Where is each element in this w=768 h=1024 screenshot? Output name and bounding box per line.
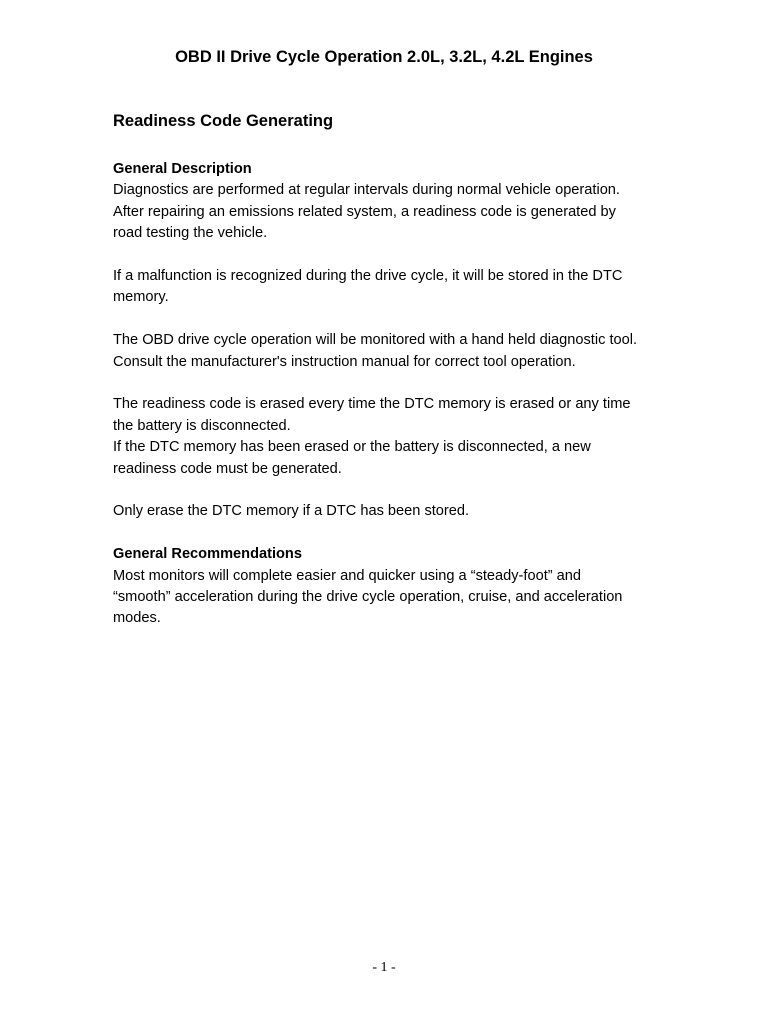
text-line: Most monitors will complete easier and quicker using a “steady-foot” and — [113, 567, 582, 584]
recommendations-paragraph-1 — [113, 566, 673, 630]
description-paragraph-3 — [113, 330, 673, 373]
text-line: road testing the vehicle. — [113, 225, 268, 242]
description-paragraph-4 — [113, 394, 673, 480]
description-paragraph-5 — [113, 501, 673, 522]
general-recommendations-heading: General Recommendations — [113, 546, 302, 563]
text-line: If a malfunction is recognized during the drive cycle, it will be stored in the DTC — [113, 268, 623, 285]
description-paragraph-1 — [113, 180, 673, 244]
document-title: OBD II Drive Cycle Operation 2.0L, 3.2L, 4.2L Engines — [175, 48, 593, 66]
text-line: Consult the manufacturer's instruction manual for correct tool operation. — [113, 353, 576, 370]
text-line: Only erase the DTC memory if a DTC has been stored. — [113, 503, 470, 520]
text-line: Diagnostics are performed at regular intervals during normal vehicle operation. — [113, 182, 620, 199]
text-line: the battery is disconnected. — [113, 417, 291, 434]
document-body — [113, 159, 673, 651]
text-line: “smooth” acceleration during the drive cycle operation, cruise, and acceleration — [113, 589, 623, 606]
text-line: After repairing an emissions related system, a readiness code is generated by — [113, 203, 616, 220]
text-line: modes. — [113, 610, 161, 627]
description-paragraph-2 — [113, 266, 673, 309]
section-heading: Readiness Code Generating — [113, 112, 334, 130]
general-description-heading: General Description — [113, 161, 252, 177]
page-number: - 1 - — [372, 960, 396, 975]
text-line: The OBD drive cycle operation will be monitored with a hand held diagnostic tool. — [113, 332, 638, 349]
text-line: memory. — [113, 289, 169, 306]
text-line: readiness code must be generated. — [113, 460, 342, 477]
text-line: If the DTC memory has been erased or the battery is disconnected, a new — [113, 439, 591, 456]
text-line: The readiness code is erased every time the DTC memory is erased or any time — [113, 396, 631, 413]
